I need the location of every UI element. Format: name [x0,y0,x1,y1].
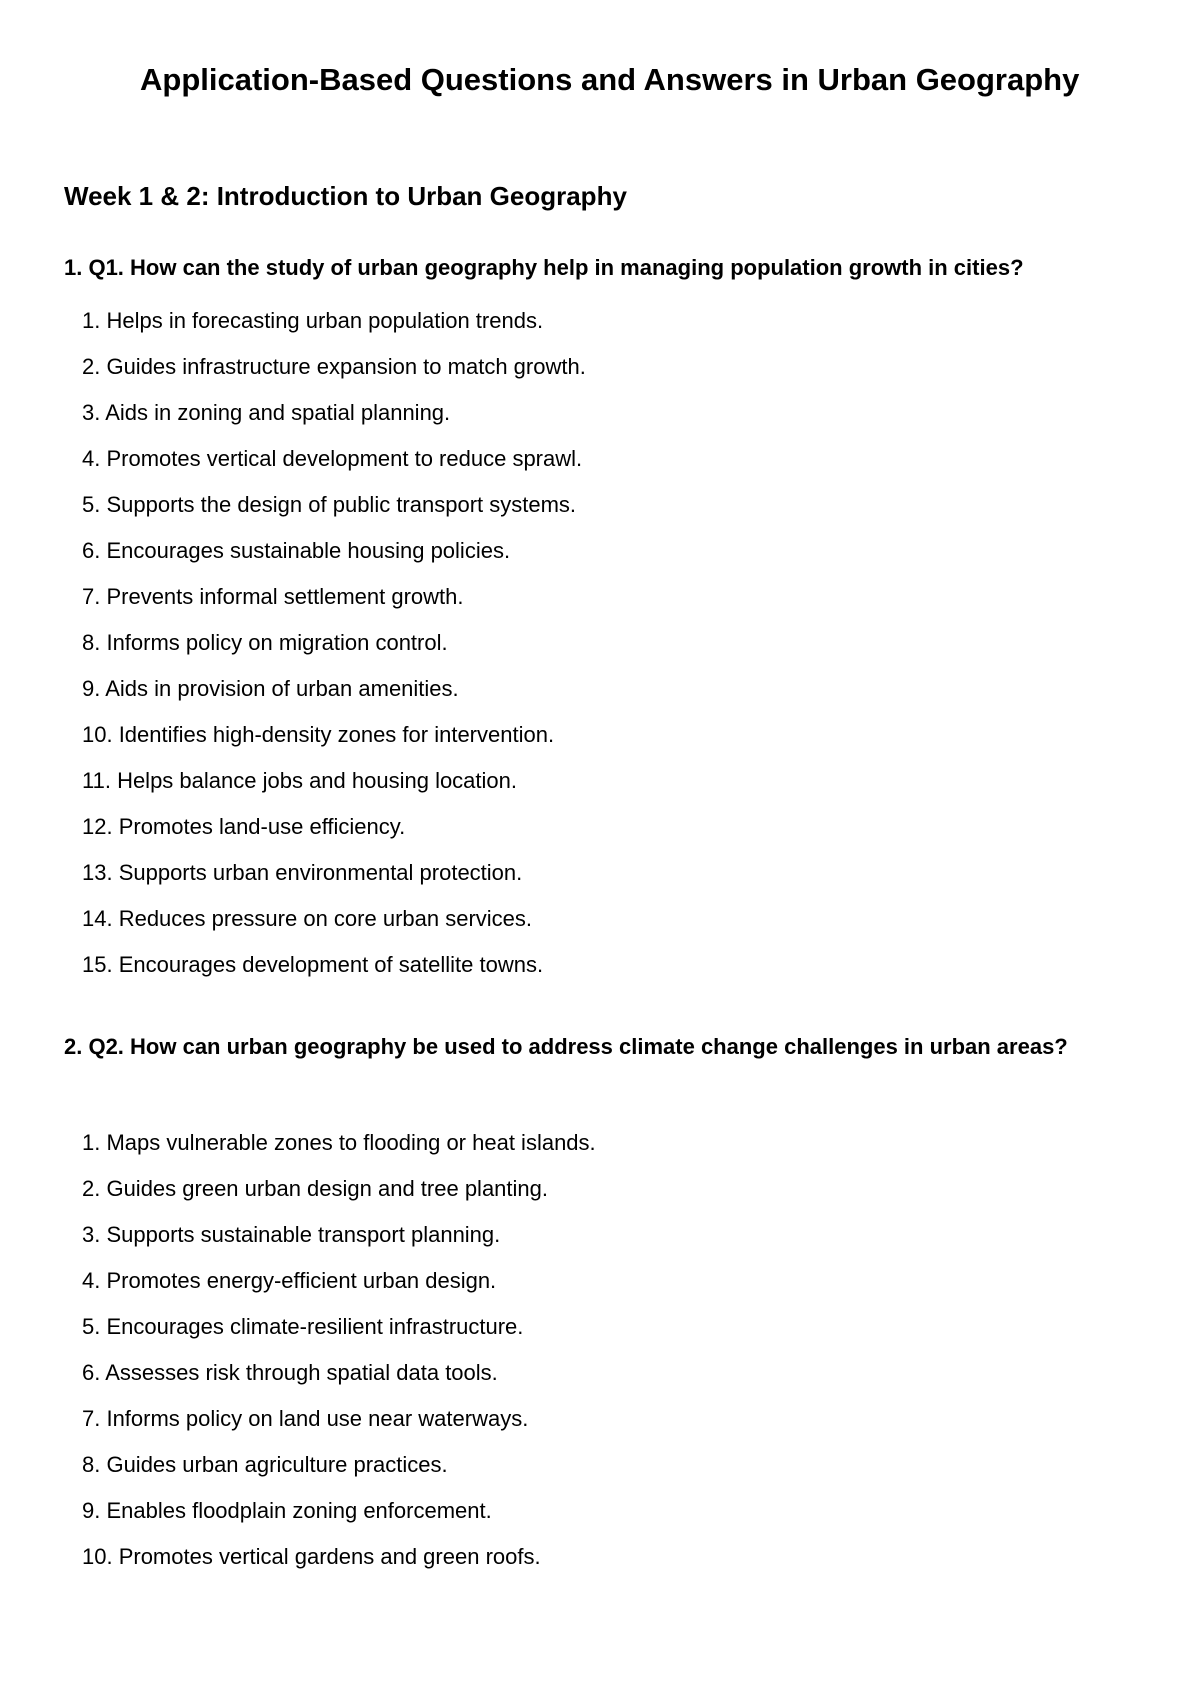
answer-list-2 [82,1130,596,1590]
list-item: 13. Supports urban environmental protection. [82,860,523,885]
list-item: 8. Guides urban agriculture practices. [82,1452,448,1477]
list-item: 4. Promotes energy-efficient urban design. [82,1268,497,1293]
list-item: 3. Aids in zoning and spatial planning. [82,400,451,425]
list-item: 7. Prevents informal settlement growth. [82,584,464,609]
list-item: 6. Assesses risk through spatial data tools. [82,1360,498,1385]
list-item: 5. Encourages climate-resilient infrastructure. [82,1314,524,1339]
list-item: 12. Promotes land-use efficiency. [82,814,406,839]
section-heading: Week 1 & 2: Introduction to Urban Geography [64,181,627,211]
question-1: 1. Q1. How can the study of urban geography help in managing population growth in cities? [64,255,1024,280]
list-item: 4. Promotes vertical development to reduce sprawl. [82,446,583,471]
list-item: 2. Guides green urban design and tree planting. [82,1176,548,1201]
list-item: 2. Guides infrastructure expansion to match growth. [82,354,586,379]
list-item: 9. Enables floodplain zoning enforcement. [82,1498,492,1523]
list-item: 10. Promotes vertical gardens and green roofs. [82,1544,541,1569]
question-2: 2. Q2. How can urban geography be used to address climate change challenges in urban areas? [64,1034,1068,1059]
list-item: 1. Helps in forecasting urban population trends. [82,308,544,333]
list-item: 11. Helps balance jobs and housing location. [82,768,518,793]
list-item: 3. Supports sustainable transport planning. [82,1222,501,1247]
list-item: 6. Encourages sustainable housing policies. [82,538,511,563]
list-item: 9. Aids in provision of urban amenities. [82,676,459,701]
list-item: 10. Identifies high-density zones for intervention. [82,722,555,747]
list-item: 15. Encourages development of satellite towns. [82,952,544,977]
list-item: 7. Informs policy on land use near waterways. [82,1406,529,1431]
list-item: 8. Informs policy on migration control. [82,630,448,655]
list-item: 1. Maps vulnerable zones to flooding or heat islands. [82,1130,596,1155]
answer-list-1 [82,308,586,998]
document-title: Application-Based Questions and Answers in Urban Geography [140,62,1080,97]
list-item: 14. Reduces pressure on core urban services. [82,906,533,931]
list-item: 5. Supports the design of public transport systems. [82,492,577,517]
